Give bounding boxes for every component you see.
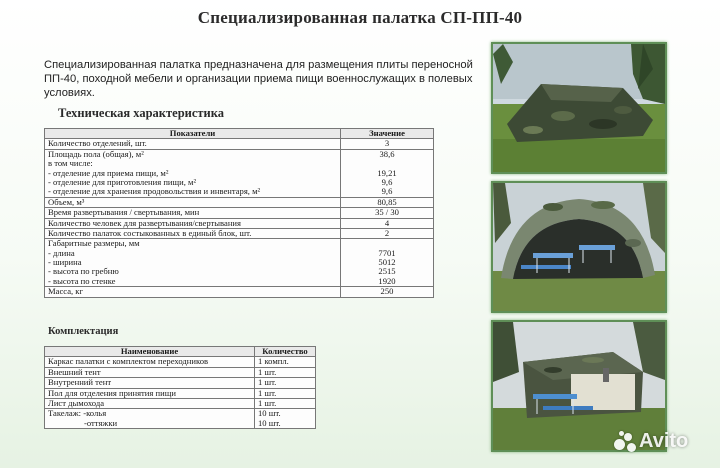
item-name-cell [45,399,255,409]
cell-line: -оттяжки [84,417,118,428]
value-cell [341,218,434,228]
table-row [45,239,434,287]
cell-line: в том числе: [48,158,93,169]
cell-line: - отделение для приготовления пищи, м² [48,176,197,187]
cell-line: 2 [384,227,390,238]
table-row [45,367,316,377]
item-name-cell [45,367,255,377]
cell-line: Время развертывания / свертывания, мин [48,207,200,218]
table-row [45,388,316,398]
cell-line: 9,6 [381,186,393,197]
table-row [45,139,434,149]
item-qty-cell [255,367,316,377]
cell-line: 1 шт. [258,366,277,377]
param-cell [45,287,341,297]
col-header-value: Значение [341,129,434,139]
value-cell [341,197,434,207]
page-title: Специализированная палатка СП-ПП-40 [197,8,523,27]
avito-logo-icon [614,431,636,453]
table-row [45,287,434,297]
table-row [45,409,316,429]
tech-spec-table [44,128,434,298]
cell-line: Масса, кг [48,286,84,297]
item-name-cell [45,409,255,429]
cell-line: 10 шт. [258,408,281,419]
cell-line: - отделение для приема пищи, м² [48,167,169,178]
tech-heading: Техническая характеристика [58,106,224,120]
col-header-qty: Количество [255,347,316,357]
param-cell [45,149,341,197]
table-row [45,218,434,228]
cell-line: 1 шт. [258,398,277,409]
param-cell [45,239,341,287]
cell-line: Лист дымохода [48,398,105,409]
cell-line: - ширина [48,257,82,268]
cell-line: 1 компл. [258,356,289,367]
cell-line: 38,6 [379,148,395,159]
value-cell [341,287,434,297]
cell-line: 10 шт. [258,417,281,428]
cell-line: Количество палаток состыкованных в единый блок, шт. [48,227,252,238]
col-header-param: Показатели [45,129,341,139]
table-row [45,228,434,238]
param-cell [45,197,341,207]
cell-line: Количество отделений, шт. [48,138,147,149]
cell-line: 7701 [378,247,396,258]
cell-line: - длина [48,247,75,258]
cell-line: 9,6 [381,176,393,187]
item-qty-cell [255,388,316,398]
item-name-cell [45,388,255,398]
cell-line: Габаритные размеры, мм [48,238,140,249]
param-cell [45,228,341,238]
value-cell [341,208,434,218]
cell-line: Внешний тент [48,366,101,377]
cell-line: 35 / 30 [375,207,399,218]
kit-heading: Комплектация [48,326,119,337]
cell-line: 1920 [378,275,396,286]
value-cell [341,239,434,287]
cell-line: 3 [384,138,390,149]
param-cell [45,139,341,149]
item-qty-cell [255,357,316,367]
watermark-text: Avito [639,430,689,452]
intro-paragraph: Специализированная палатка предназначена для размещения плиты переносной ПП-40, походной мебели и организации приема пищи военнослужащих в полевых условиях. [44,59,473,99]
cell-line: 4 [384,217,390,228]
table-row [45,357,316,367]
cell-line: - высота по стенке [48,275,116,286]
cell-line: Такелаж: -колья [48,408,107,419]
cell-line: Площадь пола (общая), м² [48,148,144,159]
cell-line: Каркас палатки с комплектом переходников [48,356,209,367]
item-qty-cell [255,378,316,388]
item-qty-cell [255,409,316,429]
cell-line: Объем, м³ [48,196,85,207]
cell-line: Внутренний тент [48,377,112,388]
cell-line: 80,85 [377,196,397,207]
item-qty-cell [255,399,316,409]
avito-watermark [614,430,688,453]
col-header-name: Наименование [45,347,255,357]
value-cell [341,149,434,197]
photo-tent-closed [491,42,667,174]
photo-tent-open [491,181,667,313]
table-row [45,399,316,409]
table-row [45,149,434,197]
cell-line: 2515 [378,266,396,277]
cell-line: Пол для отделения принятия пищи [48,387,176,398]
cell-line: 5012 [378,257,396,268]
cell-line: Количество человек для развертывания/свертывания [48,217,241,228]
param-cell [45,218,341,228]
table-row [45,378,316,388]
item-name-cell [45,357,255,367]
cell-line: 1 шт. [258,377,277,388]
table-row [45,197,434,207]
cell-line: 19,21 [377,167,397,178]
item-name-cell [45,378,255,388]
cell-line: - высота по гребню [48,266,119,277]
param-cell [45,208,341,218]
cell-line: 250 [380,286,394,297]
cell-line: 1 шт. [258,387,277,398]
table-row [45,208,434,218]
cell-line: - отделение для хранения продовольствия и инвентаря, м² [48,186,261,197]
value-cell [341,139,434,149]
value-cell [341,228,434,238]
kit-table [44,346,316,429]
